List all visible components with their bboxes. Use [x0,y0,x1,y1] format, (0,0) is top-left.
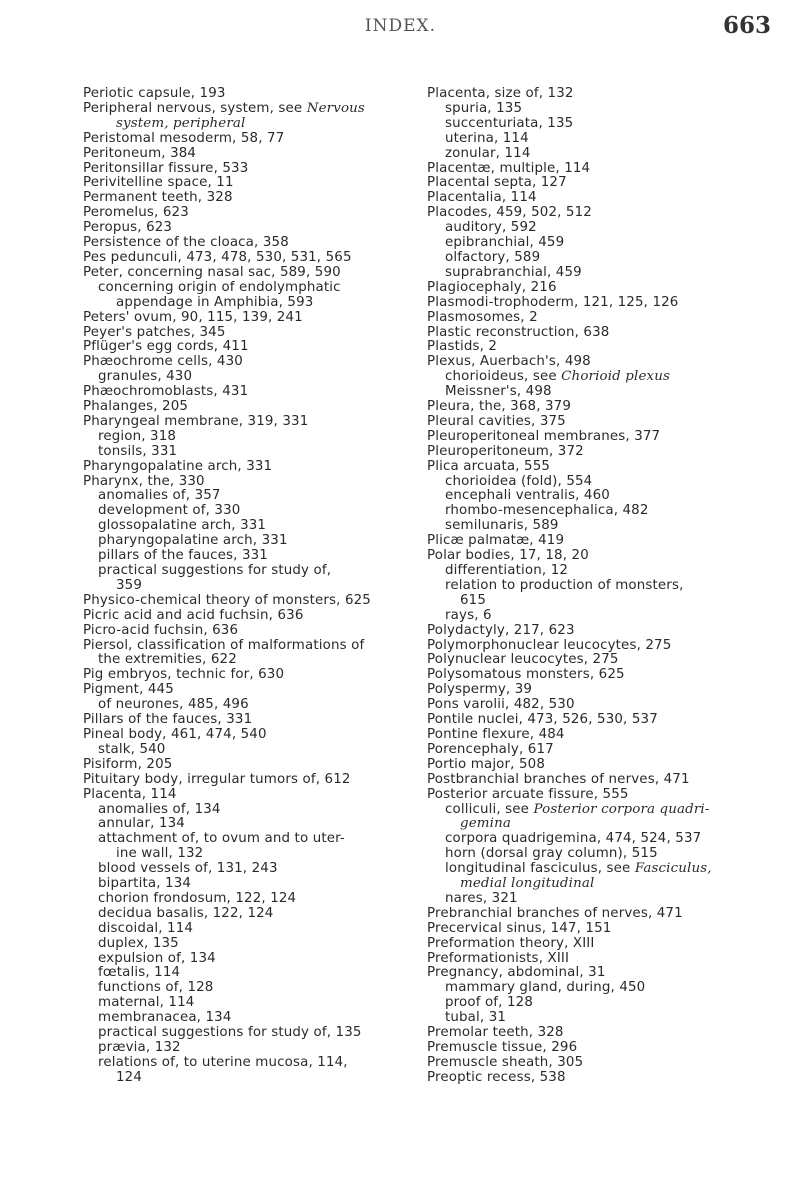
index-entry [427,519,775,534]
index-entry [427,952,775,967]
index-entry-text: olfactory, 589 [445,249,541,265]
index-entry [427,966,775,981]
index-entry [427,206,775,221]
index-entry [427,907,775,922]
index-entry [83,847,423,862]
index-entry-text: Postbranchial branches of nerves, 471 [427,771,690,787]
index-entry [83,430,423,445]
index-entry-text: Pig embryos, technic for, 630 [83,667,285,683]
index-entry [83,147,423,162]
index-entry [83,624,423,639]
index-entry [427,176,775,191]
index-entry-text: Plasmosomes, 2 [427,309,538,325]
index-entry [83,609,423,624]
index-entry [83,534,423,549]
index-entry [427,981,775,996]
index-entry-text: Plexus, Auerbach's, 498 [427,354,591,370]
index-entry-text: blood vessels of, 131, 243 [98,861,278,877]
index-entry [427,996,775,1011]
index-entry-text: chorion frondosum, 122, 124 [98,890,297,906]
index-entry [83,1041,423,1056]
index-entry [427,773,775,788]
index-entry-text: Pituitary body, irregular tumors of, 612 [83,771,351,787]
index-entry [83,832,423,847]
index-entry-text: longitudinal fasciculus, see [445,861,635,877]
index-entry [83,788,423,803]
index-entry-text: encephali ventralis, 460 [445,488,610,504]
index-entry [83,1056,423,1071]
index-entry [83,892,423,907]
index-entry [427,564,775,579]
index-entry-text: zonular, 114 [445,145,531,161]
index-entry-text: appendage in Amphibia, 593 [116,294,314,310]
index-entry [427,803,775,818]
index-entry-text: prævia, 132 [98,1040,181,1055]
index-entry-text: Preformation theory, XIII [427,935,595,951]
index-entry [83,952,423,967]
index-entry [83,191,423,206]
index-entry [427,385,775,400]
index-entry-text: Pleuroperitoneal membranes, 377 [427,428,661,444]
index-entry-text: the extremities, 622 [98,652,237,668]
index-entry-text: Premolar teeth, 328 [427,1025,564,1041]
index-entry [83,773,423,788]
index-entry-text: Pleura, the, 368, 379 [427,399,572,415]
index-entry-text: Placental septa, 127 [427,175,567,191]
index-entry [83,236,423,251]
index-entry [83,996,423,1011]
index-entry [427,817,775,832]
index-entry [427,624,775,639]
index-entry-text: Peritonsillar fissure, 533 [83,160,249,176]
index-entry-text: Placentæ, multiple, 114 [427,160,591,176]
index-entry [83,475,423,490]
index-entry-text: discoidal, 114 [98,920,194,936]
cross-reference: Nervous [306,100,365,116]
index-entry-text: anomalies of, 357 [98,488,221,504]
index-entry [83,862,423,877]
index-entry-text: decidua basalis, 122, 124 [98,905,274,921]
index-entry [427,847,775,862]
index-entry-text: 359 [116,577,143,593]
index-entry [83,87,423,102]
index-entry [83,489,423,504]
index-entry-text: pharyngopalatine arch, 331 [98,533,288,549]
index-entry [83,415,423,430]
index-entry-text: maternal, 114 [98,995,195,1011]
index-entry [427,728,775,743]
index-entry [83,937,423,952]
index-entry [427,788,775,803]
index-entry [427,191,775,206]
index-entry [83,445,423,460]
index-entry-text: Pineal body, 461, 474, 540 [83,726,267,742]
index-entry [83,132,423,147]
index-entry [83,803,423,818]
index-entry-text: Polysomatous monsters, 625 [427,667,625,683]
index-entry-text: Pontine flexure, 484 [427,726,565,742]
index-entry [83,176,423,191]
index-entry [427,579,775,594]
index-entry [427,445,775,460]
index-entry-text: Pleuroperitoneum, 372 [427,443,584,459]
index-entry-text: Pharyngopalatine arch, 331 [83,458,273,474]
index-entry [427,147,775,162]
index-entry-text: Polyspermy, 39 [427,682,533,698]
index-entry [83,579,423,594]
index-entry [427,549,775,564]
index-entry [83,340,423,355]
index-entry-text: stalk, 540 [98,741,166,757]
index-entry-text: 615 [460,592,487,608]
index-entry-text: Peripheral nervous, system, see [83,100,307,116]
index-entry-text: Premuscle tissue, 296 [427,1040,578,1055]
index-entry [83,221,423,236]
index-entry-text: Peyer's patches, 345 [83,324,226,340]
index-entry-text: Peromelus, 623 [83,205,189,221]
index-entry-text: duplex, 135 [98,935,179,951]
index-entry [427,683,775,698]
index-entry-text: chorioidea (fold), 554 [445,473,593,489]
index-entry [427,236,775,251]
index-entry [427,639,775,654]
index-entry-text: of neurones, 485, 496 [98,697,249,713]
index-entry-text: Plica arcuata, 555 [427,458,551,474]
index-entry [83,102,423,117]
index-entry [427,832,775,847]
index-column-left [83,87,423,1086]
index-entry-text: anomalies of, 134 [98,801,221,817]
index-entry-text: Plastids, 2 [427,339,498,355]
index-entry [427,653,775,668]
index-entry [427,937,775,952]
index-entry-text: Prebranchial branches of nerves, 471 [427,905,683,921]
index-entry [427,251,775,266]
index-entry [427,594,775,609]
index-entry [427,743,775,758]
index-entry-text: spuria, 135 [445,100,523,116]
index-entry-text: Pflüger's egg cords, 411 [83,339,249,355]
index-entry [83,639,423,654]
index-entry [427,713,775,728]
index-entry [427,609,775,624]
index-entry [83,370,423,385]
index-entry-text: Permanent teeth, 328 [83,190,233,206]
cross-reference: Posterior corpora quadri- [533,801,710,817]
index-entry [83,966,423,981]
index-entry-text: Polynuclear leucocytes, 275 [427,652,619,668]
index-entry-text: system, peripheral [116,115,246,131]
index-entry-text: Picric acid and acid fuchsin, 636 [83,607,304,623]
cross-reference: Chorioid plexus [561,369,671,385]
index-column-right [427,87,775,1086]
index-entry-text: Picro-acid fuchsin, 636 [83,622,239,638]
index-entry [83,758,423,773]
index-entry [427,117,775,132]
index-entry-text: medial longitudinal [460,876,595,892]
index-entry [83,162,423,177]
index-entry-text: relation to production of monsters, [445,577,684,593]
cross-reference: Fasciculus, [634,861,712,877]
index-entry [83,668,423,683]
index-entry-text: Phæochromoblasts, 431 [83,384,249,400]
index-entry [427,758,775,773]
index-entry [83,698,423,713]
index-entry [83,922,423,937]
index-entry-text: Peristomal mesoderm, 58, 77 [83,130,285,146]
index-entry-text: Pharyngeal membrane, 319, 331 [83,413,309,429]
index-entry [427,370,775,385]
index-entry-text: tubal, 31 [445,1010,507,1026]
index-entry [427,475,775,490]
page-header [0,6,801,40]
index-entry [427,1011,775,1026]
index-entry [427,892,775,907]
index-entry-text: chorioideus, see [445,369,562,385]
index-entry [427,862,775,877]
index-entry [427,162,775,177]
index-entry [427,311,775,326]
index-entry [427,102,775,117]
index-entry [83,907,423,922]
index-entry-text: expulsion of, 134 [98,950,216,966]
index-entry-text: corpora quadrigemina, 474, 524, 537 [445,831,702,847]
index-entry-text: Placenta, size of, 132 [427,86,574,101]
index-entry-text: Placentalia, 114 [427,190,537,206]
index-entry [427,281,775,296]
index-entry [427,296,775,311]
index-entry [83,385,423,400]
index-entry [427,922,775,937]
index-entry-text: granules, 430 [98,369,193,385]
index-entry [427,132,775,147]
index-entry [83,1071,423,1086]
index-entry [83,877,423,892]
index-entry-text: auditory, 592 [445,220,537,236]
index-entry-text: Pes pedunculi, 473, 478, 530, 531, 565 [83,249,352,265]
index-entry-text: Plasmodi-trophoderm, 121, 125, 126 [427,294,679,310]
index-entry-text: Placenta, 114 [83,786,177,802]
index-entry-text: Peropus, 623 [83,220,173,236]
index-entry [427,1041,775,1056]
index-entry-text: Premuscle sheath, 305 [427,1054,584,1070]
index-entry-text: uterina, 114 [445,130,529,146]
page-number: 663 [722,12,771,39]
index-entry [83,743,423,758]
index-entry-text: tonsils, 331 [98,443,178,459]
index-entry [83,1011,423,1026]
running-title: INDEX. [364,16,437,36]
index-entry [83,460,423,475]
index-entry-text: Pillars of the fauces, 331 [83,712,253,728]
index-entry-text: Preformationists, XIII [427,950,570,966]
index-entry [83,311,423,326]
index-entry-text: ine wall, 132 [116,846,204,862]
index-entry-text: Pontile nuclei, 473, 526, 530, 537 [427,712,658,728]
index-entry [83,296,423,311]
index-entry-text: horn (dorsal gray column), 515 [445,846,658,862]
index-entry-text: Polymorphonuclear leucocytes, 275 [427,637,672,653]
index-entry-text: Phalanges, 205 [83,399,189,415]
index-entry [427,355,775,370]
index-entry-text: Pisiform, 205 [83,756,173,772]
index-entry-text: glossopalatine arch, 331 [98,518,267,534]
index-entry [83,1026,423,1041]
index-entry [427,668,775,683]
index-entry-text: 124 [116,1069,143,1085]
index-entry-text: Peters' ovum, 90, 115, 139, 241 [83,309,303,325]
index-entry-text: Porencephaly, 617 [427,741,554,757]
index-entry [83,728,423,743]
index-entry-text: Periotic capsule, 193 [83,86,226,101]
index-entry [427,415,775,430]
index-entry [427,460,775,475]
index-entry [427,430,775,445]
index-entry [83,549,423,564]
index-entry [83,653,423,668]
index-entry-text: Persistence of the cloaca, 358 [83,235,289,251]
index-entry-text: annular, 134 [98,816,185,832]
index-entry [427,698,775,713]
index-entry [427,400,775,415]
index-entry [427,266,775,281]
index-entry-text: attachment of, to ovum and to uter- [98,831,345,847]
index-entry [83,504,423,519]
index-entry-text: Pons varolii, 482, 530 [427,697,575,713]
index-entry-text: epibranchial, 459 [445,235,565,251]
index-entry-text: Physico-chemical theory of monsters, 625 [83,592,371,608]
index-entry [83,981,423,996]
index-entry-text: rays, 6 [445,607,492,623]
index-entry [83,281,423,296]
index-entry [83,817,423,832]
index-entry-text: suprabranchial, 459 [445,264,582,280]
index-entry-text: Phæochrome cells, 430 [83,354,243,370]
index-entry [427,534,775,549]
index-entry-text: mammary gland, during, 450 [445,980,646,996]
index-entry-text: semilunaris, 589 [445,518,559,534]
index-entry-text: Peritoneum, 384 [83,145,197,161]
index-entry-text: Plagiocephaly, 216 [427,279,557,295]
index-entry [427,1071,775,1086]
index-entry-text: succenturiata, 135 [445,115,574,131]
index-entry-text: bipartita, 134 [98,876,192,892]
index-entry-text: pillars of the fauces, 331 [98,548,268,564]
index-entry [427,87,775,102]
index-entry-text: Plastic reconstruction, 638 [427,324,610,340]
index-entry [427,877,775,892]
index-entry-text: Posterior arcuate fissure, 555 [427,786,629,802]
index-entry [83,266,423,281]
index-entry [427,1026,775,1041]
index-entry [427,340,775,355]
index-entry [83,683,423,698]
index-entry-text: Preoptic recess, 538 [427,1069,566,1085]
index-entry [83,713,423,728]
index-entry-text: Plicæ palmatæ, 419 [427,533,565,549]
index-entry [83,400,423,415]
index-entry-text: proof of, 128 [445,995,533,1011]
index-entry-text: Pigment, 445 [83,682,174,698]
index-entry [427,504,775,519]
index-entry-text: Placodes, 459, 502, 512 [427,205,592,221]
index-entry-text: relations of, to uterine mucosa, 114, [98,1054,348,1070]
index-entry-text: Polar bodies, 17, 18, 20 [427,548,589,564]
index-entry-text: fœtalis, 114 [98,965,181,981]
index-entry-text: Pregnancy, abdominal, 31 [427,965,606,981]
index-entry [83,326,423,341]
index-entry-text: development of, 330 [98,503,241,519]
index-entry-text: Portio major, 508 [427,756,546,772]
index-entry-text: concerning origin of endolymphatic [98,279,341,295]
index-entry-text: Polydactyly, 217, 623 [427,622,575,638]
index-entry [427,326,775,341]
index-entry-text: Pharynx, the, 330 [83,473,205,489]
index-entry [83,594,423,609]
index-entry-text: membranacea, 134 [98,1010,232,1026]
index-entry-text: differentiation, 12 [445,563,569,578]
index-entry-text: rhombo-mesencephalica, 482 [445,503,649,519]
index-entry [83,519,423,534]
index-entry-text: Precervical sinus, 147, 151 [427,920,612,936]
index-entry-text: Peter, concerning nasal sac, 589, 590 [83,264,341,280]
index-entry-text: Piersol, classification of malformations of [83,637,365,653]
index-entry-text: practical suggestions for study of, 135 [98,1025,362,1041]
index-entry [83,206,423,221]
index-entry-text: practical suggestions for study of, [98,563,332,578]
index-entry [83,564,423,579]
index-entry-text: Perivitelline space, 11 [83,175,234,191]
index-entry-text: Pleural cavities, 375 [427,413,566,429]
index-entry-text: colliculi, see [445,801,534,817]
index-entry-text: region, 318 [98,428,177,444]
index-entry [83,355,423,370]
index-entry [427,489,775,504]
index-entry-text: Meissner's, 498 [445,384,552,400]
index-entry [83,251,423,266]
index-entry-text: nares, 321 [445,890,518,906]
index-entry [427,1056,775,1071]
index-entry-text: functions of, 128 [98,980,214,996]
index-entry [83,117,423,132]
index-entry [427,221,775,236]
index-entry-text: gemina [460,816,511,832]
